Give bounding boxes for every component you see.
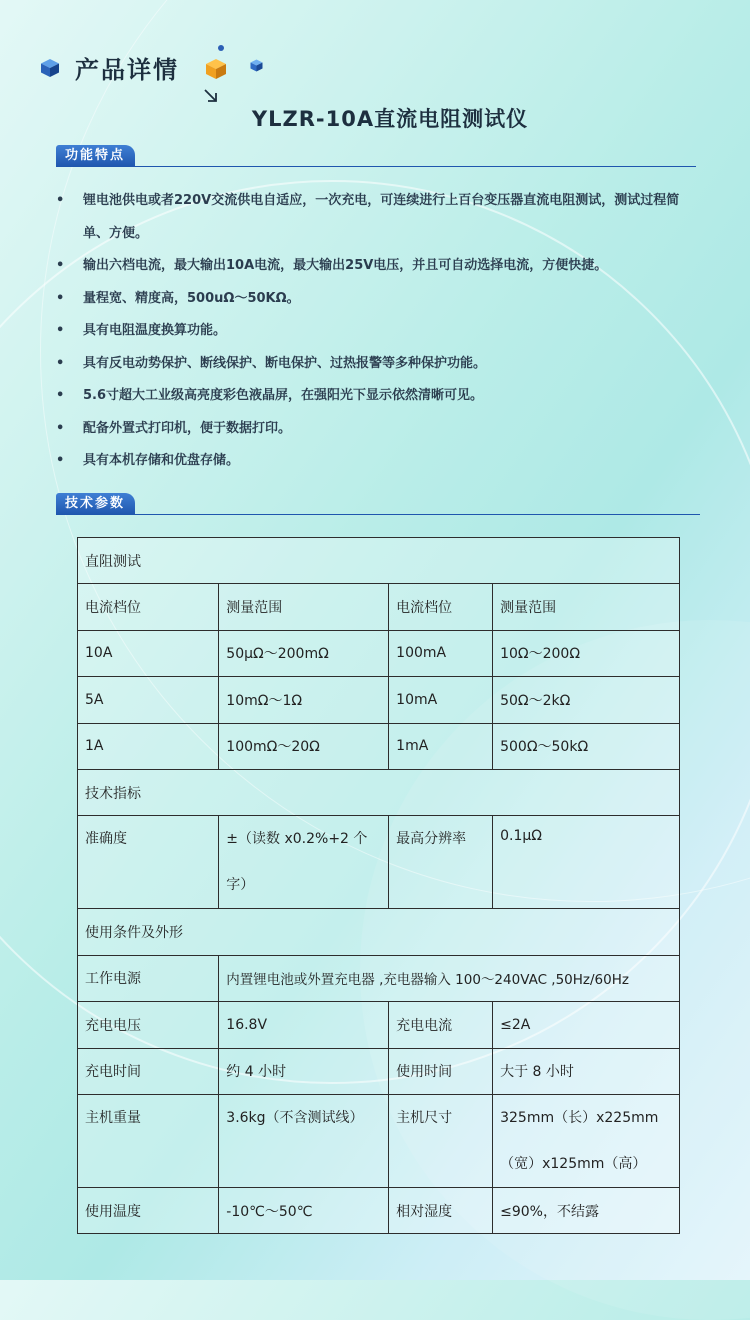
table-row (78, 1002, 680, 1048)
table-cell: 充电电流 (389, 1002, 493, 1048)
list-item (56, 348, 696, 381)
table-cell: 10mΩ～1Ω (219, 677, 389, 723)
list-item (56, 185, 696, 250)
table-row (78, 1094, 680, 1187)
specs-section-header (56, 493, 700, 515)
feature-text: 具有电阻温度换算功能。 (83, 323, 227, 338)
table-cell: 325mm（长）x225mm（宽）x125mm（高） (493, 1094, 680, 1187)
feature-text: 具有反电动势保护、断线保护、断电保护、过热报警等多种保护功能。 (83, 355, 487, 371)
orange-cube-icon (205, 58, 227, 80)
specs-section-label: 技术参数 (56, 493, 135, 515)
small-blue-cube-icon (250, 59, 263, 72)
table-heading: 使用条件及外形 (78, 909, 680, 955)
table-cell: 500Ω～50kΩ (493, 723, 680, 769)
table-row (78, 584, 680, 630)
section-divider (56, 514, 700, 515)
table-row (78, 769, 680, 815)
table-cell: 3.6kg（不含测试线） (219, 1094, 389, 1187)
list-item (56, 250, 696, 283)
list-item (56, 380, 696, 413)
table-cell: -10℃～50℃ (219, 1187, 389, 1233)
feature-text: 量程宽、精度高，500uΩ～50KΩ。 (83, 290, 300, 306)
list-item (56, 315, 696, 348)
table-row (78, 909, 680, 955)
list-item (56, 413, 696, 446)
feature-text: 具有本机存储和优盘存储。 (83, 453, 240, 468)
table-cell: 准确度 (78, 816, 219, 909)
table-cell: 大于 8 小时 (493, 1048, 680, 1094)
table-cell: 100mΩ～20Ω (219, 723, 389, 769)
table-cell: 测量范围 (219, 584, 389, 630)
feature-text: 锂电池供电或者220V交流供电自适应，一次充电，可连续进行上百台变压器直流电阻测试，测试过程简单、方便。 (83, 193, 680, 241)
table-cell: 1mA (389, 723, 493, 769)
table-cell: 使用时间 (389, 1048, 493, 1094)
table-cell: 50μΩ～200mΩ (219, 630, 389, 676)
table-row (78, 1048, 680, 1094)
table-heading: 直阻测试 (78, 538, 680, 584)
bullet-icon: • (56, 323, 65, 338)
section-title: 产品详情 (75, 56, 179, 84)
table-row (78, 723, 680, 769)
product-title: YLZR-10A直流电阻测试仪 (251, 107, 529, 131)
table-cell: 工作电源 (78, 955, 219, 1001)
table-cell: 充电时间 (78, 1048, 219, 1094)
table-cell: 主机尺寸 (389, 1094, 493, 1187)
table-heading: 技术指标 (78, 769, 680, 815)
table-cell: 100mA (389, 630, 493, 676)
table-cell: 5A (78, 677, 219, 723)
table-cell: 最高分辨率 (389, 816, 493, 909)
table-cell: 约 4 小时 (219, 1048, 389, 1094)
list-item (56, 283, 696, 316)
feature-text: 5.6寸超大工业级高亮度彩色液晶屏，在强阳光下显示依然清晰可见。 (83, 388, 484, 403)
table-cell: 0.1μΩ (493, 816, 680, 909)
bullet-icon: • (56, 420, 65, 436)
bullet-icon: • (56, 453, 65, 468)
blue-cube-icon (40, 58, 60, 78)
feature-text: 输出六档电流，最大输出10A电流，最大输出25V电压，并且可自动选择电流，方便快捷。 (83, 258, 608, 273)
bullet-icon: • (56, 258, 65, 273)
bullet-icon: • (56, 290, 65, 306)
decor-dot-icon (218, 45, 224, 51)
table-cell: 电流档位 (389, 584, 493, 630)
table-cell: 50Ω～2kΩ (493, 677, 680, 723)
spec-table (77, 537, 680, 1234)
table-cell: ≤2A (493, 1002, 680, 1048)
page-header (0, 0, 750, 140)
table-row (78, 630, 680, 676)
table-cell: 电流档位 (78, 584, 219, 630)
table-cell: 使用温度 (78, 1187, 219, 1233)
table-cell: 充电电压 (78, 1002, 219, 1048)
bullet-icon: • (56, 388, 65, 403)
table-row (78, 677, 680, 723)
features-list (56, 185, 696, 478)
table-cell: 16.8V (219, 1002, 389, 1048)
table-cell: ±（读数 x0.2%+2 个字） (219, 816, 389, 909)
feature-text: 配备外置式打印机，便于数据打印。 (83, 420, 292, 436)
features-section-header (56, 145, 696, 167)
table-cell: 测量范围 (493, 584, 680, 630)
table-cell: 内置锂电池或外置充电器 ,充电器输入 100～240VAC ,50Hz/60Hz (219, 955, 680, 1001)
table-row (78, 955, 680, 1001)
table-cell: 1A (78, 723, 219, 769)
table-cell: 10A (78, 630, 219, 676)
table-cell: 10Ω～200Ω (493, 630, 680, 676)
table-cell: ≤90%，不结露 (493, 1187, 680, 1233)
table-cell: 10mA (389, 677, 493, 723)
table-row (78, 538, 680, 584)
table-cell: 主机重量 (78, 1094, 219, 1187)
table-row (78, 1187, 680, 1233)
table-row (78, 816, 680, 909)
bullet-icon: • (56, 355, 65, 371)
features-section-label: 功能特点 (56, 145, 135, 167)
bullet-icon: • (56, 193, 65, 208)
list-item (56, 445, 696, 478)
table-cell: 相对湿度 (389, 1187, 493, 1233)
section-divider (56, 166, 696, 167)
